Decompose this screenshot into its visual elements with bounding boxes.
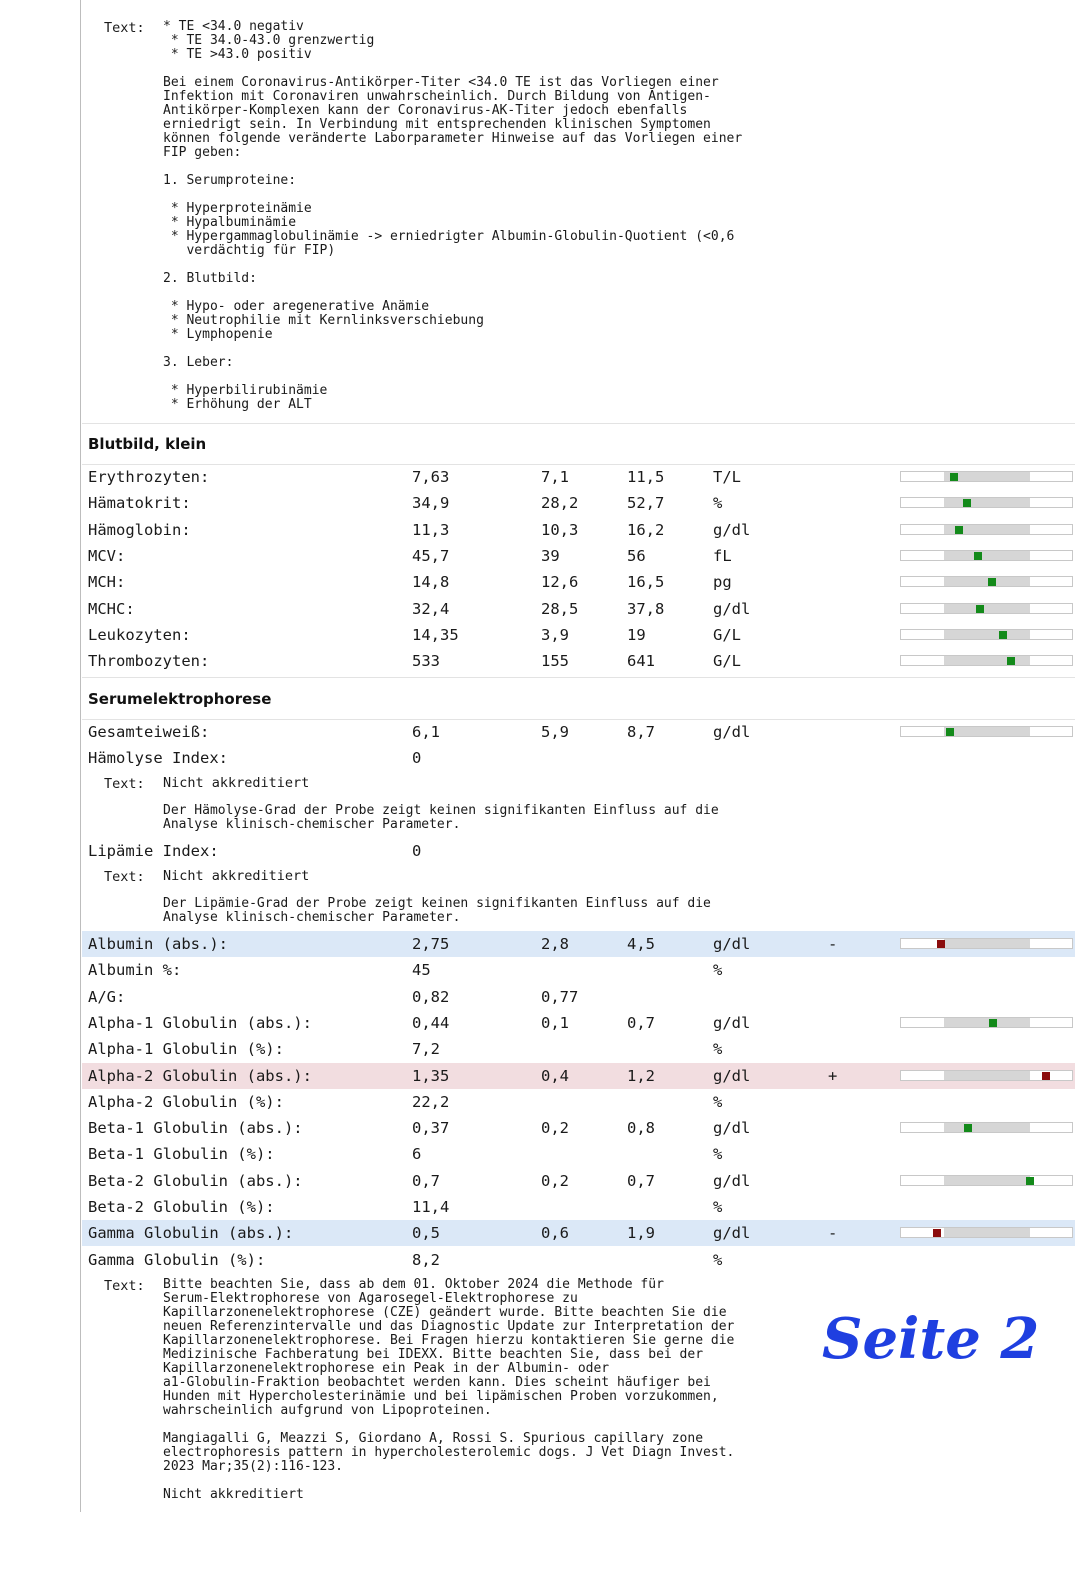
param-name: Alpha-1 Globulin (abs.): xyxy=(88,1013,312,1032)
ref-min: 28,5 xyxy=(541,599,579,618)
range-bar xyxy=(900,655,1073,666)
separator xyxy=(82,423,1075,424)
range-bar xyxy=(900,603,1073,614)
result-value: 0,44 xyxy=(412,1013,450,1032)
result-value: 7,2 xyxy=(412,1040,440,1059)
range-bar xyxy=(900,1175,1073,1186)
range-marker xyxy=(933,1229,941,1237)
range-bar xyxy=(900,938,1073,949)
result-row xyxy=(82,1036,1075,1062)
unit: pg xyxy=(713,573,732,592)
param-name: Lipämie Index: xyxy=(88,842,219,860)
result-row xyxy=(82,1063,1075,1089)
result-row xyxy=(82,957,1075,983)
unit: % xyxy=(713,1250,723,1269)
reference-zone xyxy=(944,727,1030,736)
range-marker xyxy=(937,940,945,948)
param-name: Albumin (abs.): xyxy=(88,935,228,953)
reference-zone xyxy=(944,1071,1030,1080)
range-bar xyxy=(900,1070,1073,1081)
unit: g/dl xyxy=(713,723,751,741)
param-name: Beta-2 Globulin (%): xyxy=(88,1198,275,1216)
reference-zone xyxy=(944,577,1030,586)
ref-max: 16,2 xyxy=(627,520,665,539)
note-label: Text: xyxy=(104,20,145,36)
range-marker xyxy=(950,473,958,481)
result-value: 11,3 xyxy=(412,520,450,539)
result-value: 533 xyxy=(412,652,440,671)
result-row xyxy=(82,622,1075,648)
result-row-lipaemie xyxy=(82,838,1075,864)
range-bar xyxy=(900,629,1073,640)
unit: g/dl xyxy=(713,1013,751,1032)
unit: % xyxy=(713,1040,723,1059)
section-title-blutbild: Blutbild, klein xyxy=(88,435,207,453)
ref-min: 0,1 xyxy=(541,1013,569,1032)
param-name: Gamma Globulin (abs.): xyxy=(88,1224,294,1243)
unit: G/L xyxy=(713,625,741,644)
ref-max: 37,8 xyxy=(627,599,665,618)
result-value: 34,9 xyxy=(412,494,450,513)
ref-min: 5,9 xyxy=(541,723,569,741)
result-row xyxy=(82,596,1075,622)
result-value: 0,7 xyxy=(412,1171,440,1190)
range-bar xyxy=(900,471,1073,482)
range-marker xyxy=(955,526,963,534)
left-margin-line xyxy=(80,0,81,1512)
range-marker xyxy=(963,499,971,507)
ref-max: 16,5 xyxy=(627,573,665,592)
unit: % xyxy=(713,1145,723,1164)
ref-max: 56 xyxy=(627,546,646,565)
note-label: Text: xyxy=(104,776,145,792)
range-bar xyxy=(900,497,1073,508)
ref-max: 0,7 xyxy=(627,1013,655,1032)
param-name: MCV: xyxy=(88,546,126,565)
param-name: Gesamteiweiß: xyxy=(88,723,210,741)
result-row xyxy=(82,648,1075,674)
ref-max: 641 xyxy=(627,652,655,671)
range-bar xyxy=(900,726,1073,737)
page-marker: Seite 2 xyxy=(822,1306,1040,1372)
range-marker xyxy=(1026,1177,1034,1185)
range-marker xyxy=(989,1019,997,1027)
ref-max: 8,7 xyxy=(627,723,655,741)
unit: g/dl xyxy=(713,1119,751,1138)
ref-max: 1,9 xyxy=(627,1224,655,1243)
param-name: Beta-1 Globulin (%): xyxy=(88,1145,275,1164)
result-value: 8,2 xyxy=(412,1250,440,1269)
unit: % xyxy=(713,1198,723,1216)
result-value: 6,1 xyxy=(412,723,440,741)
ref-min: 0,2 xyxy=(541,1171,569,1190)
range-bar xyxy=(900,524,1073,535)
result-row xyxy=(82,517,1075,543)
ref-min: 7,1 xyxy=(541,468,569,486)
section-title-serum: Serumelektrophorese xyxy=(88,690,272,708)
unit: T/L xyxy=(713,468,741,486)
range-marker xyxy=(964,1124,972,1132)
range-bar xyxy=(900,1227,1073,1238)
methodology-note: Bitte beachten Sie, dass ab dem 01. Oktober 2024 die Methode für Serum-Elektrophorese von Agarosegel-Elektrophorese zu Kapillarzonenelektrophorese (CZE) geändert wurde. Bitte beachten Sie die neuen Referenzintervalle und das Diagnostic Update zur Interpretation der Kapillarzonenelektrophorese. Bei Fragen hierzu kontaktieren Sie gerne die Medizinische Fachberatung bei IDEXX. Bitte beachten Sie, dass bei der Kapillarzonenelektrophorese ein Peak in der Albumin- oder a1-Globulin-Fraktion beobachtet werden kann. Dies scheint häufiger bei Hunden mit Hypercholesterinämie und bei lipämischen Proben vorzukommen, wahrscheinlich aufgrund von Lipoproteinen. Mangiagalli G, Meazzi S, Giordano A, Rossi S. Spurious capillary zone electrophoresis pattern in hypercholesterolemic dogs. J Vet Diagn Invest. 2023 Mar;35(2):116-123. Nicht akkreditiert xyxy=(163,1277,735,1502)
result-row xyxy=(82,1115,1075,1141)
param-name: Gamma Globulin (%): xyxy=(88,1250,266,1269)
param-name: Beta-2 Globulin (abs.): xyxy=(88,1171,303,1190)
separator xyxy=(82,677,1075,678)
result-row xyxy=(82,490,1075,516)
result-row xyxy=(82,1010,1075,1036)
unit: g/dl xyxy=(713,935,751,953)
ref-max: 19 xyxy=(627,625,646,644)
reference-zone xyxy=(944,1228,1030,1237)
param-name: MCHC: xyxy=(88,599,135,618)
param-name: A/G: xyxy=(88,987,126,1006)
result-row xyxy=(82,1168,1075,1194)
range-marker xyxy=(999,631,1007,639)
param-name: MCH: xyxy=(88,573,126,592)
unit: G/L xyxy=(713,652,741,671)
result-row-gesamteiweiss xyxy=(82,719,1075,745)
ref-min: 10,3 xyxy=(541,520,579,539)
ref-min: 3,9 xyxy=(541,625,569,644)
param-name: Beta-1 Globulin (abs.): xyxy=(88,1119,303,1138)
unit: g/dl xyxy=(713,599,751,618)
result-row xyxy=(82,569,1075,595)
range-marker xyxy=(946,728,954,736)
result-value: 0 xyxy=(412,749,422,767)
result-value: 7,63 xyxy=(412,468,450,486)
reference-zone xyxy=(944,939,1030,948)
ref-max: 4,5 xyxy=(627,935,655,953)
result-row xyxy=(82,543,1075,569)
result-value: 14,35 xyxy=(412,625,459,644)
note-label: Text: xyxy=(104,869,145,885)
result-row xyxy=(82,1220,1075,1246)
status-flag: - xyxy=(828,1224,838,1243)
range-marker xyxy=(974,552,982,560)
result-row xyxy=(82,1141,1075,1167)
ref-min: 0,77 xyxy=(541,987,579,1006)
param-name: Alpha-2 Globulin (%): xyxy=(88,1092,284,1111)
result-value: 0,5 xyxy=(412,1224,440,1243)
param-name: Thrombozyten: xyxy=(88,652,210,671)
ref-min: 155 xyxy=(541,652,569,671)
status-flag: + xyxy=(828,1066,838,1085)
unit: g/dl xyxy=(713,1066,751,1085)
reference-zone xyxy=(944,1018,1030,1027)
status-flag: - xyxy=(828,935,838,953)
range-bar xyxy=(900,550,1073,561)
result-row xyxy=(82,1194,1075,1220)
range-marker xyxy=(976,605,984,613)
coronavirus-note: * TE <34.0 negativ * TE 34.0-43.0 grenzwertig * TE >43.0 positiv Bei einem Coronavirus-Antikörper-Titer <34.0 TE ist das Vorliegen einer Infektion mit Coronaviren unwahrscheinlich. Durch Bildung von Antigen- Antikörper-Komplexen kann der Coronavirus-AK-Titer jedoch ebenfalls erniedrigt sein. In Verbindung mit entsprechenden klinischen Symptomen können folgende veränderte Laborparameter Hinweise auf das Vorliegen einer FIP geben: 1. Serumproteine: * Hyperproteinämie * Hypalbuminämie * Hypergammaglobulinämie -> erniedrigter Albumin-Globulin-Quotient (<0,6 verdächtig für FIP) 2. Blutbild: * Hypo- oder aregenerative Anämie * Neutrophilie mit Kernlinksverschiebung * Lymphopenie 3. Leber: * Hyperbilirubinämie * Erhöhung der ALT xyxy=(163,19,743,412)
ref-min: 0,2 xyxy=(541,1119,569,1138)
unit: % xyxy=(713,1092,723,1111)
param-name: Hämolyse Index: xyxy=(88,749,228,767)
param-name: Hämatokrit: xyxy=(88,494,191,513)
unit: g/dl xyxy=(713,1171,751,1190)
unit: g/dl xyxy=(713,520,751,539)
range-bar xyxy=(900,1017,1073,1028)
unit: g/dl xyxy=(713,1224,751,1243)
ref-min: 0,4 xyxy=(541,1066,569,1085)
ref-max: 52,7 xyxy=(627,494,665,513)
result-value: 11,4 xyxy=(412,1198,450,1216)
ref-max: 0,8 xyxy=(627,1119,655,1138)
range-bar xyxy=(900,576,1073,587)
result-value: 2,75 xyxy=(412,935,450,953)
lipaemie-note-body: Der Lipämie-Grad der Probe zeigt keinen signifikanten Einfluss auf die Analyse klinisch-chemischer Parameter. xyxy=(163,896,711,925)
result-value: 14,8 xyxy=(412,573,450,592)
result-value: 1,35 xyxy=(412,1066,450,1085)
range-marker xyxy=(1042,1072,1050,1080)
param-name: Albumin %: xyxy=(88,961,182,980)
result-value: 32,4 xyxy=(412,599,450,618)
result-value: 22,2 xyxy=(412,1092,450,1111)
param-name: Leukozyten: xyxy=(88,625,191,644)
reference-zone xyxy=(944,630,1030,639)
ref-min: 12,6 xyxy=(541,573,579,592)
reference-zone xyxy=(944,656,1030,665)
reference-zone xyxy=(944,1176,1030,1185)
ref-max: 11,5 xyxy=(627,468,665,486)
range-bar xyxy=(900,1122,1073,1133)
ref-min: 39 xyxy=(541,546,560,565)
result-value: 45 xyxy=(412,961,431,980)
ref-min: 28,2 xyxy=(541,494,579,513)
reference-zone xyxy=(944,604,1030,613)
param-name: Alpha-2 Globulin (abs.): xyxy=(88,1066,312,1085)
range-marker xyxy=(1007,657,1015,665)
note-label: Text: xyxy=(104,1278,145,1294)
result-value: 6 xyxy=(412,1145,422,1164)
result-value: 0,82 xyxy=(412,987,450,1006)
range-marker xyxy=(988,578,996,586)
result-row xyxy=(82,931,1075,957)
ref-max: 0,7 xyxy=(627,1171,655,1190)
result-value: 0,37 xyxy=(412,1119,450,1138)
result-row-haemolyse xyxy=(82,745,1075,771)
result-row xyxy=(82,984,1075,1010)
ref-min: 2,8 xyxy=(541,935,569,953)
ref-max: 1,2 xyxy=(627,1066,655,1085)
param-name: Erythrozyten: xyxy=(88,468,210,486)
unit: % xyxy=(713,494,723,513)
result-value: 0 xyxy=(412,842,422,860)
param-name: Hämoglobin: xyxy=(88,520,191,539)
reference-zone xyxy=(944,1123,1030,1132)
unit: fL xyxy=(713,546,732,565)
result-row xyxy=(82,1247,1075,1273)
reference-zone xyxy=(944,498,1030,507)
param-name: Alpha-1 Globulin (%): xyxy=(88,1040,284,1059)
ref-min: 0,6 xyxy=(541,1224,569,1243)
haemolyse-note-body: Der Hämolyse-Grad der Probe zeigt keinen signifikanten Einfluss auf die Analyse klinisch-chemischer Parameter. xyxy=(163,803,719,832)
haemolyse-note-head: Nicht akkreditiert xyxy=(163,775,310,791)
result-value: 45,7 xyxy=(412,546,450,565)
result-row xyxy=(82,1089,1075,1115)
unit: % xyxy=(713,961,723,980)
reference-zone xyxy=(944,551,1030,560)
lipaemie-note-head: Nicht akkreditiert xyxy=(163,868,310,884)
result-row xyxy=(82,464,1075,490)
